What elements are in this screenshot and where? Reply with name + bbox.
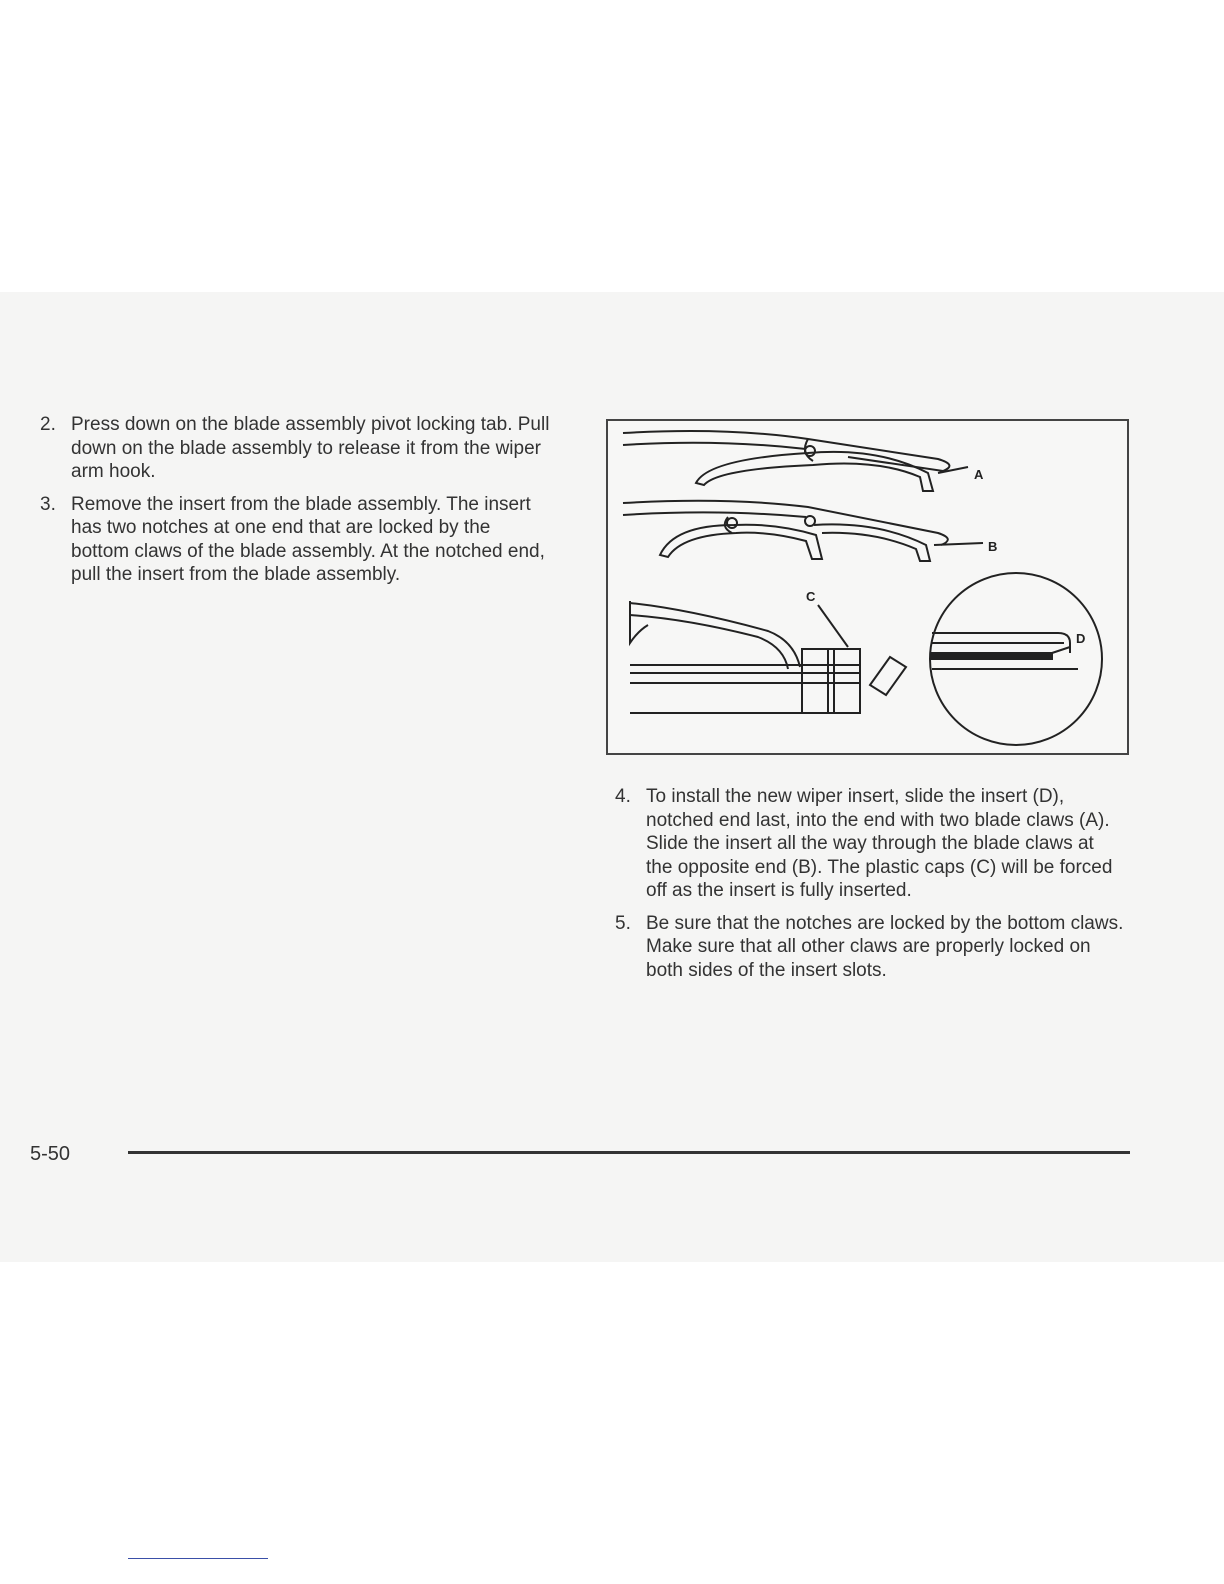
step-text: Press down on the blade assembly pivot locking tab. Pull down on the blade assembly to release it from the wiper arm hook. [71,414,550,482]
instruction-steps-left [40,413,550,596]
step-text: To install the new wiper insert, slide the insert (D), notched end last, into the end with two blade claws (A). Slide the insert all the way through the blade claws at the opposite end (B). The plastic caps (C) will be forced off as the insert is fully inserted. [646,786,1113,901]
page-number: 5-50 [30,1143,71,1165]
wiper-diagram [608,421,1127,753]
label-b: B [988,539,998,554]
wiper-insert-illustration [606,419,1129,755]
step-number: 3. [40,493,56,515]
step-4 [615,785,1125,903]
step-text: Be sure that the notches are locked by the bottom claws. Make sure that all other claws are properly locked on both sides of the insert slots. [646,912,1124,981]
step-text: Remove the insert from the blade assembly. The insert has two notches at one end that are locked by the bottom claws of the blade assembly. At the notched end, pull the insert from the blade assembly. [71,493,545,585]
label-a: A [974,467,984,482]
label-d: D [1076,631,1086,646]
step-number: 2. [40,414,56,435]
label-c: C [806,589,816,604]
instruction-steps-right [615,785,1125,991]
step-5 [615,912,1125,983]
step-3 [40,493,550,587]
step-number: 5. [615,912,631,934]
step-2 [40,413,550,484]
step-number: 4. [615,786,631,807]
footer-divider [128,1151,1130,1154]
link-underline[interactable] [128,1558,268,1559]
